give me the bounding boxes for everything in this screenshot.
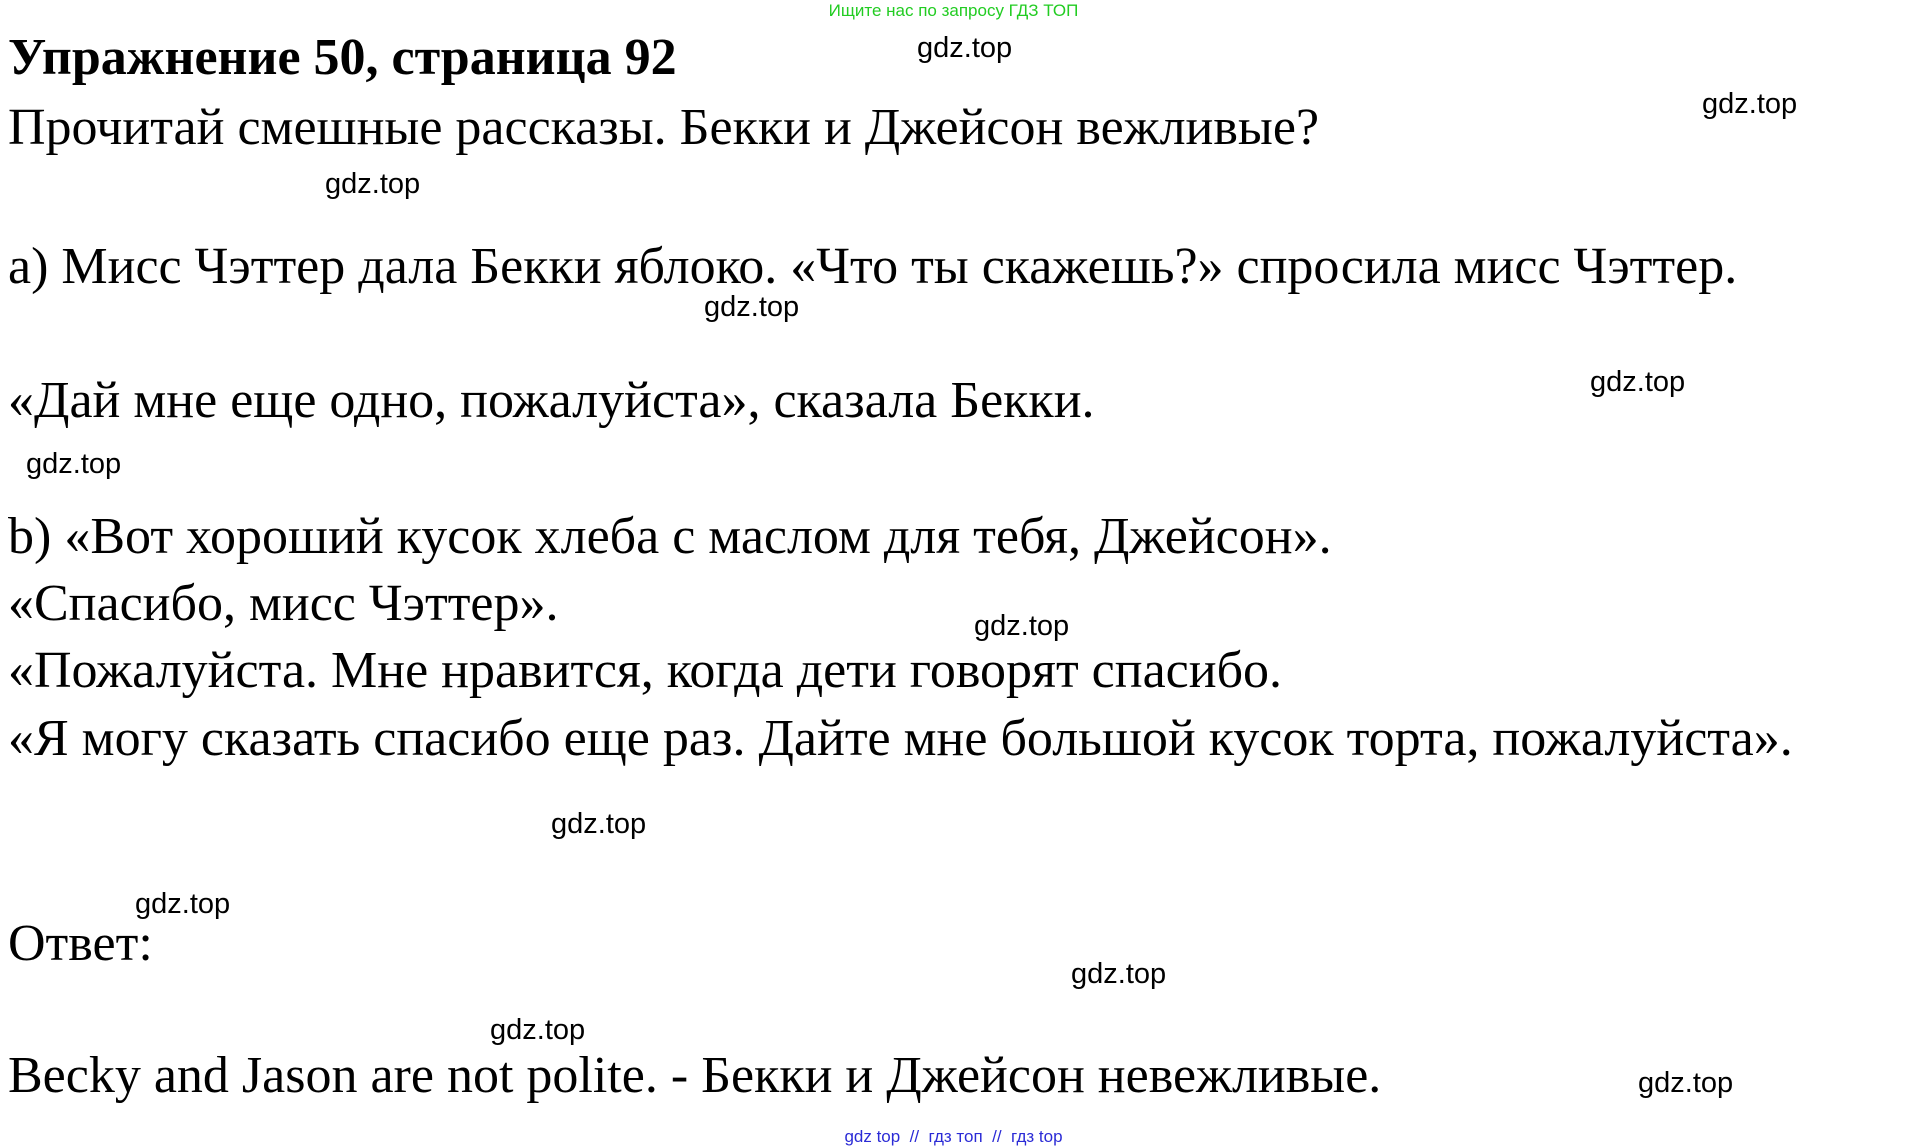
watermark: gdz.top [917,32,1013,64]
task-text: Прочитай смешные рассказы. Бекки и Джейсон вежливые? [8,99,1320,156]
story-b-line-3: «Пожалуйста. Мне нравится, когда дети говорят спасибо. [8,642,1283,699]
watermark: gdz.top [974,610,1070,642]
story-b-line-4: «Я могу сказать спасибо еще раз. Дайте мне большой кусок торта, пожалуйста». [8,710,1793,767]
watermark: gdz.top [26,448,122,480]
watermark: gdz.top [551,808,647,840]
watermark: gdz.top [1590,366,1686,398]
answer-label: Ответ: [8,915,153,972]
watermark: gdz.top [1638,1067,1734,1099]
footer-links: gdz top // гдз топ // гдз top [844,1127,1063,1146]
story-a-line-2: «Дай мне еще одно, пожалуйста», сказала Бекки. [8,372,1095,429]
story-a-line-1: а) Мисс Чэттер дала Бекки яблоко. «Что ты скажешь?» спросила мисс Чэттер. [8,238,1738,295]
answer-text: Becky and Jason are not polite. - Бекки и Джейсон невежливые. [8,1047,1382,1104]
watermark: gdz.top [135,888,231,920]
story-b-line-2: «Спасибо, мисс Чэттер». [8,575,559,632]
watermark: gdz.top [1071,958,1167,990]
watermark: gdz.top [325,168,421,200]
watermark: gdz.top [490,1014,586,1046]
story-b-line-1: b) «Вот хороший кусок хлеба с маслом для тебя, Джейсон». [8,508,1332,565]
watermark: gdz.top [704,291,800,323]
top-banner: Ищите нас по запросу ГДЗ ТОП [828,1,1079,20]
watermark: gdz.top [1702,88,1798,120]
page-title: Упражнение 50, страница 92 [8,29,677,86]
